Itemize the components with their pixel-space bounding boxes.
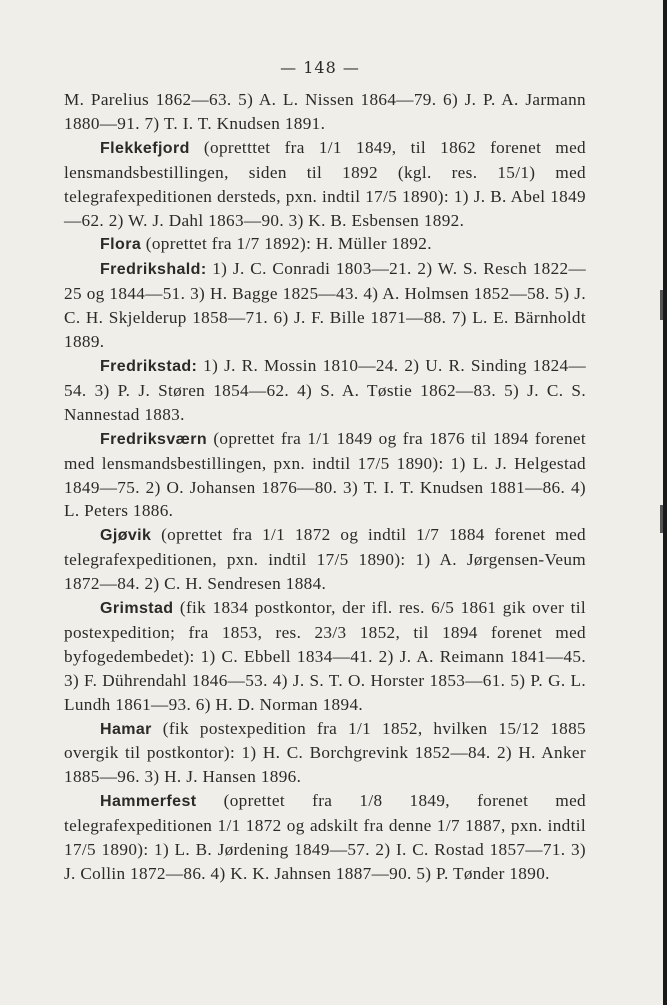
entry-name: Fredrikstad:	[100, 357, 198, 375]
entry-name: Fredrikshald:	[100, 261, 207, 279]
entry-text: (oprettet fra 1/8 1849, forenet med telegrafexpeditionen 1/1 1872 og adskilt fra denne 1/7 1887, pxn. indtil 17/5 1890): 1) L. B. Jørdening 1849—57. 2) I. C. Rostad 1857—71. 3) J. Collin 1872—86. 4) K. K. Jahnsen 1887—90. 5) P. Tønder 1890.	[64, 791, 586, 883]
entry-hammerfest	[64, 789, 586, 886]
entry-name: Flora	[100, 236, 142, 254]
entry-continuation	[64, 88, 586, 136]
entry-grimstad	[64, 596, 586, 717]
entry-text: (oprettet fra 1/1 1849 og fra 1876 til 1894 forenet med lensmandsbestillingen, pxn. indtil 17/5 1890): 1) L. J. Helgestad 1849—75. 2) O. Johansen 1876—80. 3) T. I. T. Knudsen 1881—86. 4) L. Peters 1886.	[64, 428, 586, 521]
text-body	[64, 88, 586, 886]
entry-name: Hamar	[100, 720, 152, 738]
entry-name: Hammerfest	[100, 793, 197, 811]
entry-flora	[64, 232, 586, 257]
entry-name: Gjøvik	[100, 527, 152, 545]
entry-name: Grimstad	[100, 600, 174, 618]
entry-text: 1) J. C. Conradi 1803—21. 2) W. S. Resch 1822—25 og 1844—51. 3) H. Bagge 1825—43. 4) A. Holmsen 1852—58. 5) J. C. H. Skjelderup 1858—71. 6) J. F. Bille 1871—88. 7) L. E. Bärnholdt 1889.	[64, 259, 586, 352]
entry-fredrikstad	[64, 354, 586, 427]
entry-flekkefjord	[64, 136, 586, 233]
page-edge-mark	[660, 290, 663, 320]
entry-fredriksvaern	[64, 427, 586, 524]
page-edge-mark	[660, 505, 663, 533]
entry-text: (fik 1834 postkontor, der ifl. res. 6/5 1861 gik over til postexpedition; fra 1853, res. 23/3 1852, til 1894 forenet med byfogedembedet): 1) C. Ebbell 1834—41. 2) J. A. Reimann 1841—45. 3) F. Dührendahl 1846—53. 4) J. S. T. O. Horster 1853—61. 5) P. G. L. Lundh 1861—93. 6) H. D. Norman 1894.	[64, 598, 586, 714]
entry-name: Flekkefjord	[100, 139, 190, 157]
entry-gjovik	[64, 523, 586, 596]
entry-text: (oprettet fra 1/1 1872 og indtil 1/7 1884 forenet med telegrafexpeditionen, pxn. indtil 17/5 1890): 1) A. Jørgensen-Veum 1872—84. 2) C. H. Sendresen 1884.	[64, 525, 586, 594]
entry-text: M. Parelius 1862—63. 5) A. L. Nissen 1864—79. 6) J. P. A. Jarmann 1880—91. 7) T. I. T. Knudsen 1891.	[64, 90, 586, 133]
entry-name: Fredriksværn	[100, 430, 208, 448]
entry-text: (fik postexpedition fra 1/1 1852, hvilken 15/12 1885 overgik til postkontor): 1) H. C. Borchgrevink 1852—84. 2) H. Anker 1885—96. 3) H. J. Hansen 1896.	[64, 718, 586, 787]
entry-text: (opretttet fra 1/1 1849, til 1862 forenet med lensmandsbestillingen, siden til 1892 (kgl. res. 15/1) med telegrafexpeditionen dersteds, pxn. indtil 17/5 1890): 1) J. B. Abel 1849—62. 2) W. J. Dahl 1863—90. 3) K. B. Esbensen 1892.	[64, 137, 586, 230]
page-edge	[663, 0, 667, 1005]
entry-fredrikshald	[64, 257, 586, 354]
entry-text: (oprettet fra 1/7 1892): H. Müller 1892.	[141, 234, 432, 254]
entry-hamar	[64, 717, 586, 790]
entry-text: 1) J. R. Mossin 1810—24. 2) U. R. Sinding 1824—54. 3) P. J. Støren 1854—62. 4) S. A. Tøstie 1862—83. 5) J. C. S. Nannestad 1883.	[64, 355, 586, 424]
page-number: — 148 —	[280, 58, 360, 77]
